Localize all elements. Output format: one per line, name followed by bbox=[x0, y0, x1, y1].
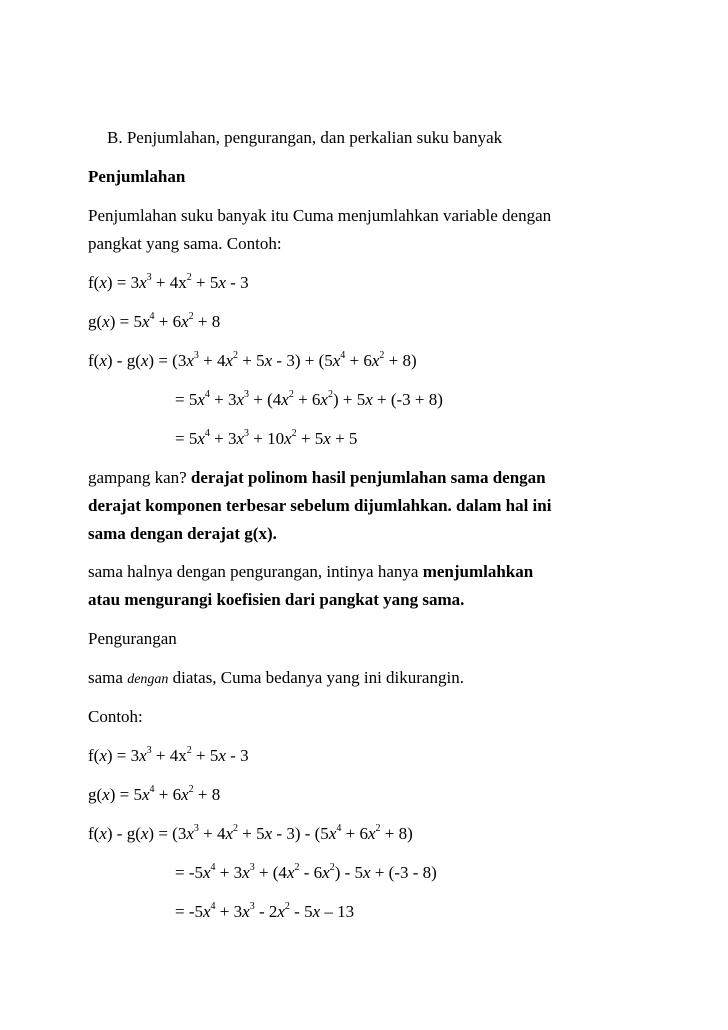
equation-step-3: = $-5x^4 + 3x^3 - 2x^2 - 5x - 13$ bbox=[175, 901, 355, 921]
paragraph-line: gampang kan? derajat polinom hasil penjumlahan sama dengan bbox=[88, 468, 546, 487]
paragraph-line: sama dengan diatas, Cuma bedanya yang ini dikurangin. bbox=[88, 668, 464, 687]
equation-f: $f(x) = 3x^3 + 4x^2 + 5x - 3$ bbox=[88, 272, 249, 292]
paragraph-line: derajat komponen terbesar sebelum dijumlahkan. dalam hal ini bbox=[88, 496, 552, 515]
paragraph-line: Penjumlahan suku banyak itu Cuma menjumlahkan variable dengan bbox=[88, 206, 552, 225]
equation-step-1: $f(x) - g(x) = (3x^3 + 4x^2 + 5x - 3) - (5x^4 + 6x^2 + 8)$ bbox=[88, 823, 413, 843]
paragraph-line: sama dengan derajat g(x). bbox=[88, 524, 277, 543]
paragraph-line: pangkat yang sama. Contoh: bbox=[88, 234, 282, 253]
equation-g: $g(x) = 5x^4 + 6x^2 + 8$ bbox=[88, 311, 221, 331]
equation-g: $g(x) = 5x^4 + 6x^2 + 8$ bbox=[88, 784, 221, 804]
paragraph-line: sama halnya dengan pengurangan, intinya hanya menjumlahkan bbox=[88, 562, 534, 581]
paragraph-line: atau mengurangi koefisien dari pangkat yang sama. bbox=[88, 590, 465, 609]
section-heading: B. Penjumlahan, pengurangan, dan perkalian suku banyak bbox=[107, 128, 503, 147]
equation-step-2: = $5x^4 + 3x^3 + (4x^2 + 6x^2) + 5x + (-3 + 8)$ bbox=[175, 389, 443, 409]
equation-step-1: $f(x) - g(x) = (3x^3 + 4x^2 + 5x - 3) + (5x^4 + 6x^2 + 8)$ bbox=[88, 350, 417, 370]
subheading-pengurangan: Pengurangan bbox=[88, 629, 177, 648]
contoh-label: Contoh: bbox=[88, 707, 143, 726]
equation-step-2: = $-5x^4 + 3x^3 + (4x^2 - 6x^2) - 5x + (-3 - 8)$ bbox=[175, 862, 437, 882]
equation-f: $f(x) = 3x^3 + 4x^2 + 5x - 3$ bbox=[88, 745, 249, 765]
equation-step-3: = $5x^4 + 3x^3 + 10x^2 + 5x + 5$ bbox=[175, 428, 358, 448]
subheading-penjumlahan: Penjumlahan bbox=[88, 167, 186, 186]
